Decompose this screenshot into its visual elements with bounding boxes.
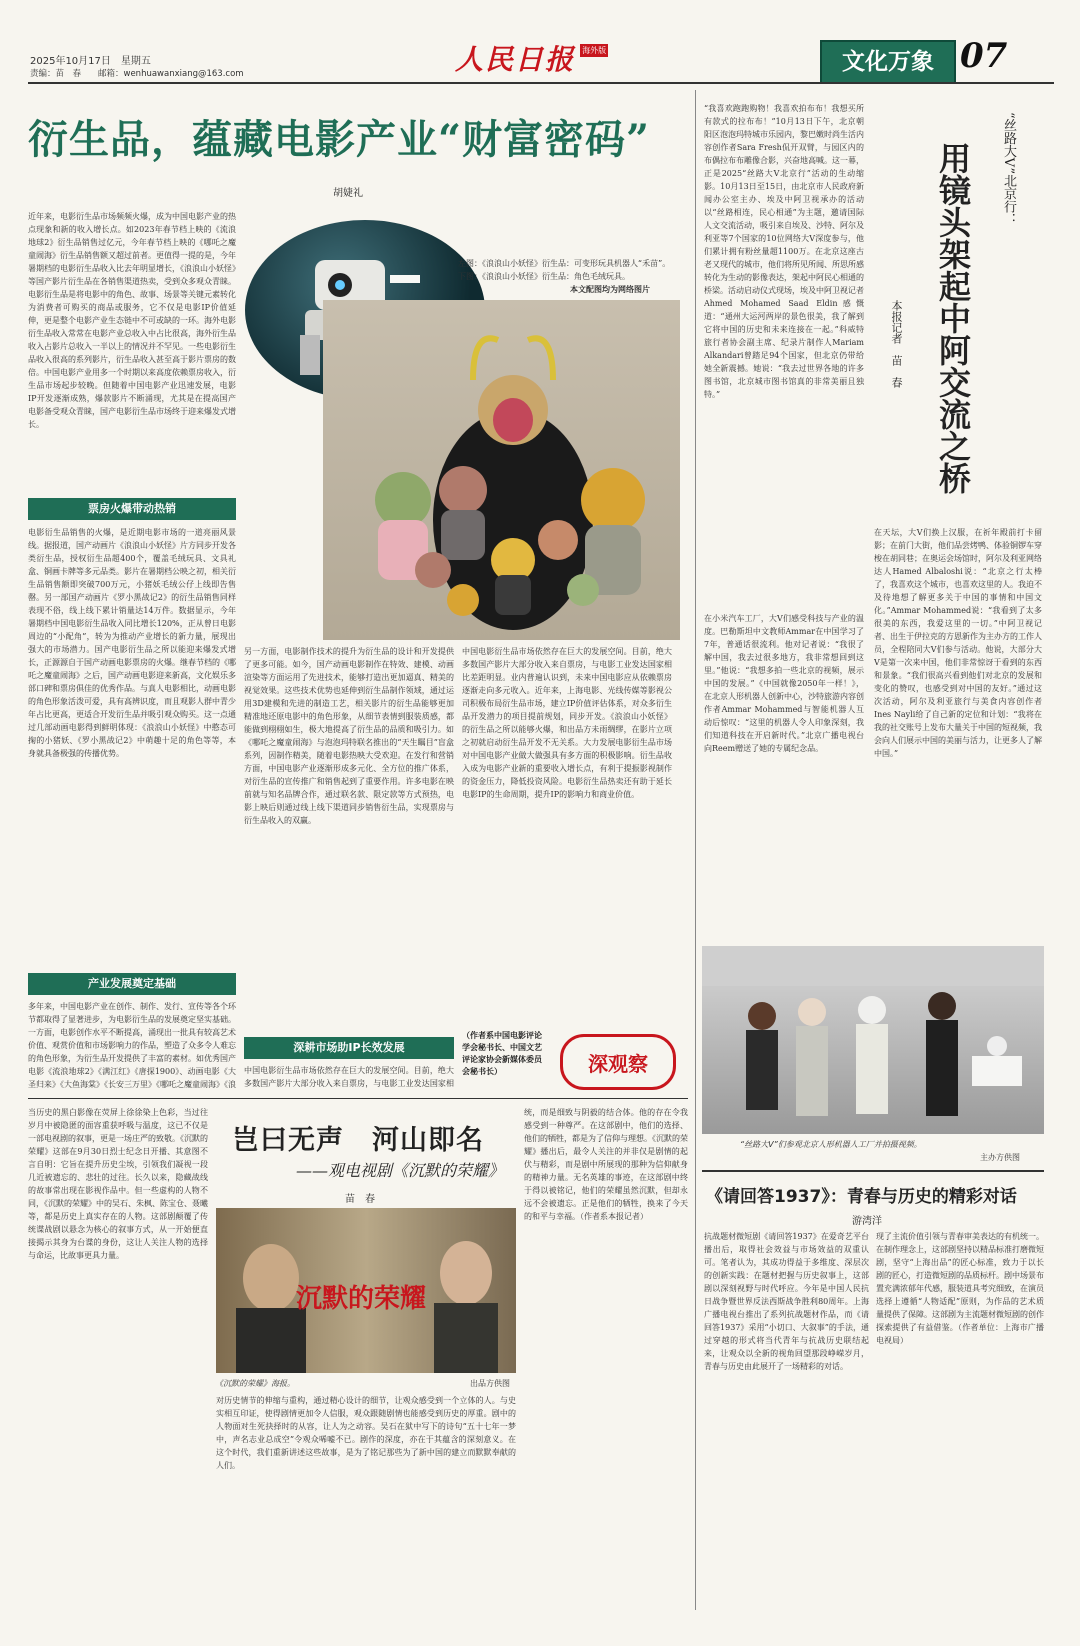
plush-toys-photo [323,300,680,640]
review2-byline: 游湾洋 [852,1216,882,1227]
author-box [462,1030,546,1090]
side-article-photo-caption: “丝路大V”们参观北京人形机器人工厂并拍摄视频。 [740,1140,922,1149]
main-article-byline: 胡婕礼 [333,188,363,199]
review1-poster-caption: 《沉默的荣耀》海报。 [215,1379,295,1388]
header-rule [28,82,1054,84]
side-article-vrule [695,90,696,1610]
page-number: 07 [960,36,1008,76]
main-article-col3: 中国电影衍生品市场依然存在巨大的发展空间。目前，绝大多数国产影片大部分收入来自票房，与电影工业发达国家相比差距明显。业内普遍认识到，未来中国电影应从依赖票房逐渐走向多元收入。近年来，上海电影、光线传媒等影视公司积极布局衍生品市场，建立IP价值评估体系，对众多衍生品开发潜力的项目提前规划，同步开发。《浪浪山小妖怪》的衍生品之所以能够火爆，和出品方未雨绸缪，在影片立项之初就启动衍生品开发不无关系。大力发展电影衍生品市场对中国电影产业做大做强具有多方面的积极影响。衍生品收入成为电影产业新的重要收入增长点，有利于提振影视制作的资金压力，降低投资风险。电影衍生品热卖还有助于延长电影IP的生命周期，提升IP的影响力和商业价值。 [462,647,672,799]
subhead-box-office: 票房火爆带动热销 [28,498,236,520]
review2-text-left: 抗战题材微短剧《请回答1937》在爱奇艺平台播出后，取得社会效益与市场效益的双重认可。笔者认为，其成功得益于多维度、深层次的创新实践：在题材把握与历史叙事上，这部剧以深刻视野与时代呼应。今年是中国人民抗日战争暨世界反法西斯战争胜利80周年。上海广播电视台推出了系列抗战题材作品，而《请回答1937》采用“小切口、大叙事”的手法，通过穿越的形式将当代青年与抗战历史联结起来，让观众以全新的视角回望那段峥嵘岁月，青春与历史由此展开了一场精彩的对话。 [704,1232,869,1371]
side-article-byline-text: 本报记者 苗 春 [890,300,903,388]
deep-observation-stamp [560,1034,676,1090]
author-box-text: （作者系中国电影评论学会秘书长、中国文艺评论家协会新媒体委员会秘书长） [462,1031,542,1076]
main-article-title: 衍生品，蕴藏电影产业“财富密码” [28,116,651,163]
side-article-photo-graphic [702,946,1044,1134]
side-article-text-col2: 在天坛，大V们换上汉服，在祈年殿前打卡留影；在前门大街，他们品尝烤鸭、体验铜锣车穿梭在胡同巷；在奥运会场馆时，阿尔及利亚网络达人Hamed Albaloshi说：“北京之行太棒了，我喜欢这个城市，也喜欢这里的人。我迫不及待地想了解更多关于中国的事情和中国文化。”Ammar Mohammed说：“我看到了太多很美的东西，我爱这里的一切。”中阿卫视记者、出生于伊拉克的方恩新作为主办方的工作人员，全程陪同大V们参与活动。他说，大部分大V是第一次来中国，他们非常惊讶于看到的东西和景象。“我们很高兴看到他们对北京的发展和变化的赞叹，也感受到对中国的友好。”通过这次活动，阿尔及利亚旅行与美食内容创作者Ines Nayli给了自己新的定位和计划：“我将在我的社交账号上发布大量关于中国的短视频，我会向人们展示中国的美丽与活力，让更多人了解中国。” [874,528,1042,758]
plush-toys-graphic [323,300,680,640]
subhead-market-text-a: 中国电影衍生品市场依然存在巨大的发展空间。目前，绝大多数国产影片大部分收入来自票房，与电影工业发达国家相 [244,1066,454,1088]
section-name: 文化万象 [842,49,934,75]
side-article-title-text: 用镜头架起中阿交流之桥 [934,142,972,494]
review1-text-right: 统，而是细致与阴毅的结合体。他的存在令我感受到一种尊严。在这部剧中，他们的选择、他们的牺牲，都是为了信仰与理想。《沉默的荣耀》播出后，最令人关注的并非仅是剧情的起伏与精彩，而是剧中所展现的那种为信仰献身的精神力量。无名英雄的事迹，在这部剧中终于得以被铭记，他们的荣耀虽然沉默，但却永远不会被遗忘。正是他们的牺牲，换来了今天的和平与幸福。（作者系本报记者） [524,1108,688,1221]
section-banner [820,40,956,84]
review2-title: 《请回答1937》：青春与历史的精彩对话 [706,1187,1017,1207]
side-article-photo [702,946,1044,1134]
photo-caption-1: 左图：《浪浪山小妖怪》衍生品：可变形玩具机器人“禾苗”。 [458,259,671,268]
side-article-title [912,142,972,494]
masthead [455,38,608,78]
main-article-bottom-rule [28,1098,688,1099]
side-article-text-mid: 在小米汽车工厂，大V们感受科技与产业的温度。巴勒斯坦中文教师Ammar在中国学习了7年，普通话很流利。他对记者说：“我很了解中国，我去过很多地方，我非常想回到这里。”他说：“我想多拍一些北京的视频，展示中国的发展。”《中国就像2050年一样！》，在北京人形机器人创新中心，沙特旅游内容创作者Ammar Mohammed与智能机器人互动后惊叹：“这里的机器人令人印象深刻，我们知道科技在开启新时代。”北京广播电视台向Reem赠送了她的专属纪念品。 [704,614,864,753]
date-line: 2025年10月17日 星期五 [30,56,151,67]
subhead-market: 深耕市场助IP长效发展 [244,1037,454,1059]
review1-poster [216,1208,516,1373]
review1-poster-text: 沉默的荣耀 [296,1284,427,1314]
review1-title: 岂曰无声 河山即名 [232,1125,484,1156]
review1-subtitle: ——观电视剧《沉默的荣耀》 [296,1161,505,1180]
review1-text-mid: 对历史情节的伸缩与重构，通过精心设计的细节，让观众感受到一个立体的人。与史实相互印证，使得剧情更加令人信服，观众跟随剧情也能感受到历史的厚重。剧中的人物面对生死抉择时的从容，让人为之动容。吴石在狱中写下的诗句“五十七年一梦中，声名志业总成空”令观众唏嘘不已。剧作的深度，亦在于其蕴含的深刻意义。在这个时代，我们重新讲述这些故事，是为了铭记那些为了新中国的建立而默默奉献的人们。 [216,1396,516,1470]
photo-credit-main: 本文配图均为网络图片 [570,285,650,294]
review1-byline: 苗 春 [345,1194,375,1205]
side-article-byline [886,300,904,388]
side-article-photo-credit: 主办方供图 [980,1153,1020,1162]
main-article-intro: 近年来，电影衍生品市场频频火爆，成为中国电影产业的热点现象和新的收入增长点。如2023年春节档上映的《流浪地球2》衍生品销售过亿元，今年春节档上映的《哪吒之魔童闹海》衍生品销售额又超过前者。更值得一提的是，今年暑期档的电影衍生品收入比去年明显增长，《浪浪山小妖怪》等国产影片衍生品在各销售渠道热卖，受到众多观众青睐。电影衍生品是将电影中的角色、故事、场景等关键元素转化为消费者可购买的商品或服务，它不仅是电影IP价值延伸，更是整个电影产业生态链中不可或缺的一环。海外电影衍生品收入常常在电影产业总收入中占比很高，海外衍生品收入占影片总收入一半以上的情况并不罕见。一些电影衍生品收入很高的系列影片，衍生品收入甚至高于影片票房的数倍。中国电影产业用多一个时期以来高度依赖票房收入，衍生品市场起步较晚。但随着中国电影产业迅速发展，电影IP开发逐渐成熟，爆款影片不断涌现，尤其是在提高国产电影备受观众青睐，国产电影衍生品市场终于迎来爆发式增长。 [28,212,236,429]
subhead-industry: 产业发展奠定基础 [28,973,236,995]
stamp-text: 深观察 [588,1051,648,1076]
side-article-bottom-rule [702,1170,1044,1172]
main-article-col2: 另一方面，电影制作技术的提升为衍生品的设计和开发提供了更多可能。如今，国产动画电影制作在特效、建模、动画渲染等方面运用了先进技术，能够打造出更加逼真、精美的视觉效果。这些技术优势也延伸到衍生品制作领域，通过运用3D建模和先进的制造工艺，相关影片的衍生品能够更加精准地还原电影中的角色形象，从细节表情到服装质感，都能做到栩栩如生，极大地提高了衍生品的品质和吸引力。如《哪吒之魔童闹海》与泡泡玛特联名推出的“天生瞩目”盲盒系列，因制作精美，随着电影热映大受欢迎。在发行和营销方面，中国电影产业逐渐形成多元化、全方位的推广体系，对衍生品的宣传推广和销售起到了重要作用。许多电影在映前就与知名品牌合作，通过联名款、限定款等方式预热，电影上映后则通过线上线下渠道同步销售衍生品，实现票房与衍生品收入的双赢。 [244,647,454,825]
review1-poster-credit: 出品方供图 [470,1379,510,1388]
editor-line: 责编：苗 春 邮箱：wenhuawanxiang@163.com [30,69,244,79]
subhead-industry-text: 多年来，中国电影产业在创作、制作、发行、宣传等各个环节都取得了显著进步，为电影衍生品的发展奠定坚实基础。一方面，电影创作水平不断提高，涌现出一批具有较高艺术价值、观赏价值和市场影响力的作品，塑造了众多令人难忘的角色形象，为衍生品开发提供了丰富的素材。如优秀国产电影《流浪地球2》《满江红》《唐探1900》、动画电影《大圣归来》《大鱼海棠》《长安三万里》《哪吒之魔童闹海》《浪 [28,1002,236,1089]
photo-caption-2: 下图：《浪浪山小妖怪》衍生品：角色毛绒玩具。 [458,272,630,281]
masthead-tag: 海外版 [582,46,607,55]
masthead-title: 人民日报 [455,43,576,76]
side-article-text-top: “我喜欢跑跑购物！我喜欢拍布布！我想买所有款式的拉布布！”10月13日下午，北京朝阳区泡泡玛特城市乐园内，黎巴嫩时尚生活内容创作者Sara Fresh侃开双臂，与园区内的布偶拉布布雕像合影，兴奋地高喊。这一幕，正是2025“丝路大V北京行”活动的生动缩影。10月13日至15日，由北京市人民政府新闻办公室主办、埃及中阿卫视承办的活动以“丝路相连，民心相通”为主题，邀请国际人文交流活动，吸引来自埃及、沙特、阿尔及利亚等7个国家的10位网络大V深度参与，他们累计拥有粉丝量超1100万。在北京这座古老又现代的城市，他们将所见所闻、所思所感转化为生动的影像表达，架起中阿民心相通的桥梁。活动启动仪式现场，埃及中阿卫视记者Ahmed Mohamed Saad Eldin感慨道：“通州大运河两岸的景色很美，我了解到它将中国的历史和未来连接在一起。”科威特旅行者协会副主席、纪录片制作人Mariam Alkandari曾踏足94个国家，但北京仍带给她全新震撼。她说：“我去过世界各地的许多图书馆，北京城市图书馆真的非常美丽且独特。” [704,104,864,399]
subhead-box-office-text: 电影衍生品销售的火爆，是近期电影市场的一道亮丽风景线。据报道，国产动画片《浪浪山小妖怪》片方同步开发各类衍生品，授权衍生品超400个，覆盖毛绒玩具、文具礼盒、铜画卡牌等多元品类。影片在暑期档公映之初，相关衍生品销售额即突破700万元，小猪妖毛绒公仔上线即告售罄。另一部国产动画片《罗小黑战记2》的衍生品销售同样表现不俗，线上线下累计销量达14万件。数据显示，今年暑期档中国电影衍生品收入同比增长120%，正从曾日电影周边的“小配角”，转为为推动产业增长的新力量，展现出强大的市场潜力。国产电影衍生品之所以能迎来爆发式增长，正源源自于国产动画电影票房的火爆。继春节档的《哪吒之魔童闹海》之后，国产动画电影迎来新高，文化娱乐多部口碑和票房俱佳的优秀作品。与真人电影相比，动画电影的角色形象活泼可爱，具有高辨识度，而且观影人群中青少年占比更高，更适合开发衍生品并吸引观众购买。这一点通过几部动画电影得到鲜明体现：《浪浪山小妖怪》中憨态可掬的小猪妖、《罗小黑战记2》中萌趣十足的角色等等，本身就具备极强的传播优势。 [28,528,236,758]
review1-text-left: 当历史的黑白影像在荧屏上徐徐染上色彩，当过往岁月中被隐匿的面容重获呼吸与温度，这已不仅是一部电视剧的叙事，更是一场庄严的致敬。《沉默的荣耀》这部在9月30日烈士纪念日开播、其意图不言自明：它旨在提升历史尘埃，引领我们凝视一段几近被遗忘的、悲壮的过往。长久以来，隐藏战线的故事常出现在影视作品中。但一些虚构的人物不同，《沉默的荣耀》中的吴石、朱枫、陈宝仓、聂曦等，都是历史上真实存在的人物。这部剧颠覆了传统谍战剧以悬念为核心的叙事方式，从一开始便直接揭示其身为台谍的身份，这让人关注人物的选择与命运，比故事更具力量。 [28,1108,208,1260]
side-article-kicker [990,112,1016,226]
review2-text-right: 现了主流价值引领与青春审美表达的有机统一。在制作理念上，这部剧坚持以精品标准打磨微短剧，坚守“上海出品”的匠心标准，致力于以长剧的匠心，打造微短剧的品质标杆。剧中场景布置充满浓郁年代感，服装道具考究细致，在演员选择上遵循“人物适配”原则，为作品的艺术质量提供了保障。这部剧为主流题材微短剧的创作探索提供了有益借鉴。（作者单位：上海市广播电视局） [876,1232,1044,1345]
side-article-kicker-text: “丝路大V”北京行： [1001,112,1016,227]
